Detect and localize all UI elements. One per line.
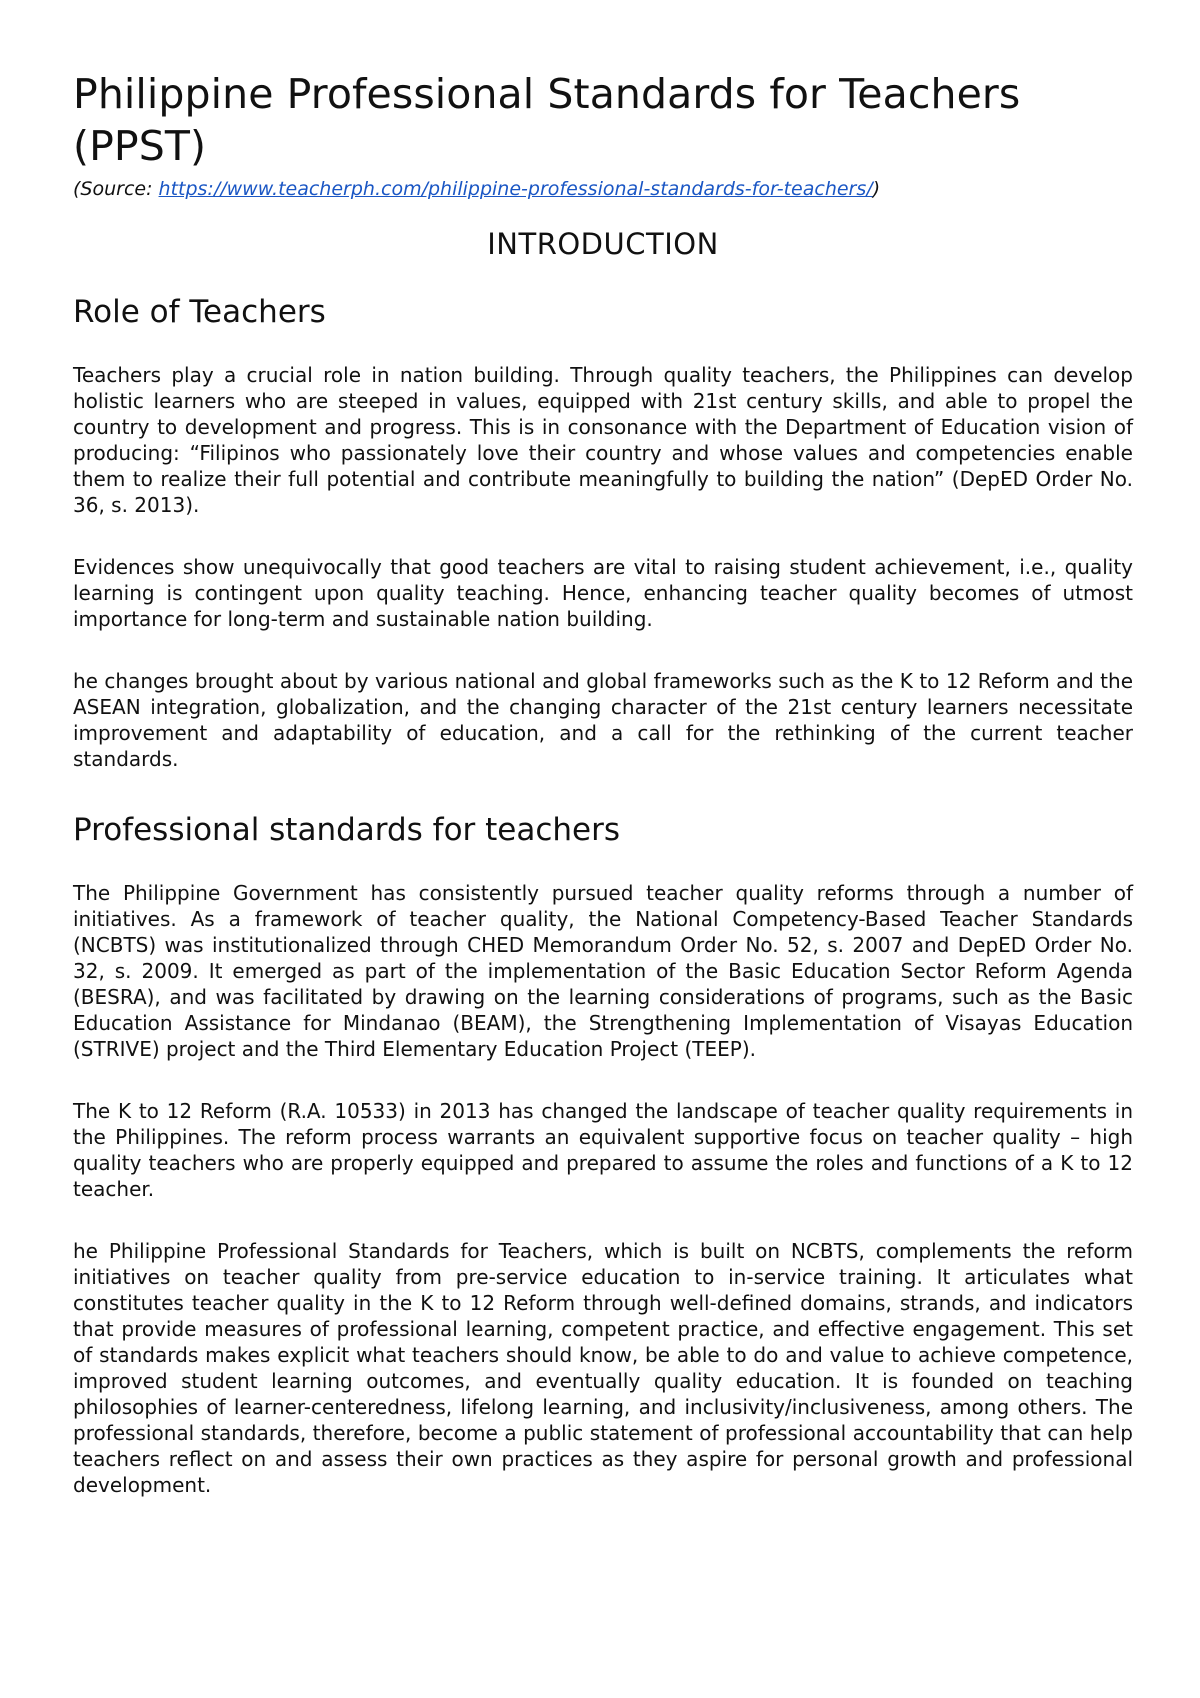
paragraph-standards-1: The Philippine Government has consistently pursued teacher quality reforms through a number of initiatives. As a framework of teacher quality, the National Competency-Based Teacher Standards (NCBTS) was institutionalized through CHED Memorandum Order No. 52, s. 2007 and DepED Order No. 32, s. 2009. It emerged as part of the implementation of the Basic Education Sector Reform Agenda (BESRA), and was facilitated by drawing on the learning considerations of programs, such as the Basic Education Assistance for Mindanao (BEAM), the Strengthening Implementation of Visayas Education (STRIVE) project and the Third Elementary Education Project (TEEP). xyxy=(73,881,1133,1061)
introduction-heading: INTRODUCTION xyxy=(487,227,719,261)
section-heading-role-of-teachers: Role of Teachers xyxy=(73,294,326,330)
section-heading-professional-standards: Professional standards for teachers xyxy=(73,812,621,848)
source-line xyxy=(73,176,1133,202)
paragraph-role-1: Teachers play a crucial role in nation building. Through quality teachers, the Philippines can develop holistic learners who are steeped in values, equipped with 21st century skills, and able to propel the country to development and progress. This is in consonance with the Department of Education vision of producing: “Filipinos who passionately love their country and whose values and competencies enable them to realize their full potential and contribute meaningfully to building the nation” (DepED Order No. 36, s. 2013). xyxy=(73,363,1133,517)
paragraph-role-3: he changes brought about by various national and global frameworks such as the K to 12 Reform and the ASEAN integration, globalization, and the changing character of the 21st century learners necessitate improvement and adaptability of education, and a call for the rethinking of the current teacher standards. xyxy=(73,669,1133,771)
source-suffix: ) xyxy=(872,178,881,200)
source-link[interactable]: https://www.teacherph.com/philippine-professional-standards-for-teachers/ xyxy=(158,178,873,200)
paragraph-standards-3: he Philippine Professional Standards for Teachers, which is built on NCBTS, complements the reform initiatives on teacher quality from pre-service education to in-service training. It articulates what constitutes teacher quality in the K to 12 Reform through well-defined domains, strands, and indicators that provide measures of professional learning, competent practice, and effective engagement. This set of standards makes explicit what teachers should know, be able to do and value to achieve competence, improved student learning outcomes, and eventually quality education. It is founded on teaching philosophies of learner-centeredness, lifelong learning, and inclusivity/inclusiveness, among others. The professional standards, therefore, become a public statement of professional accountability that can help teachers reflect on and assess their own practices as they aspire for personal growth and professional development. xyxy=(73,1239,1133,1497)
paragraph-role-2: Evidences show unequivocally that good teachers are vital to raising student achievement, i.e., quality learning is contingent upon quality teaching. Hence, enhancing teacher quality becomes of utmost importance for long-term and sustainable nation building. xyxy=(73,555,1133,631)
document-title: Philippine Professional Standards for Teachers (PPST) xyxy=(73,70,1021,170)
source-prefix: (Source: xyxy=(73,178,159,200)
document-page xyxy=(73,68,1133,1498)
paragraph-standards-2: The K to 12 Reform (R.A. 10533) in 2013 has changed the landscape of teacher quality requirements in the Philippines. The reform process warrants an equivalent supportive focus on teacher quality – high quality teachers who are properly equipped and prepared to assume the roles and functions of a K to 12 teacher. xyxy=(73,1099,1133,1201)
